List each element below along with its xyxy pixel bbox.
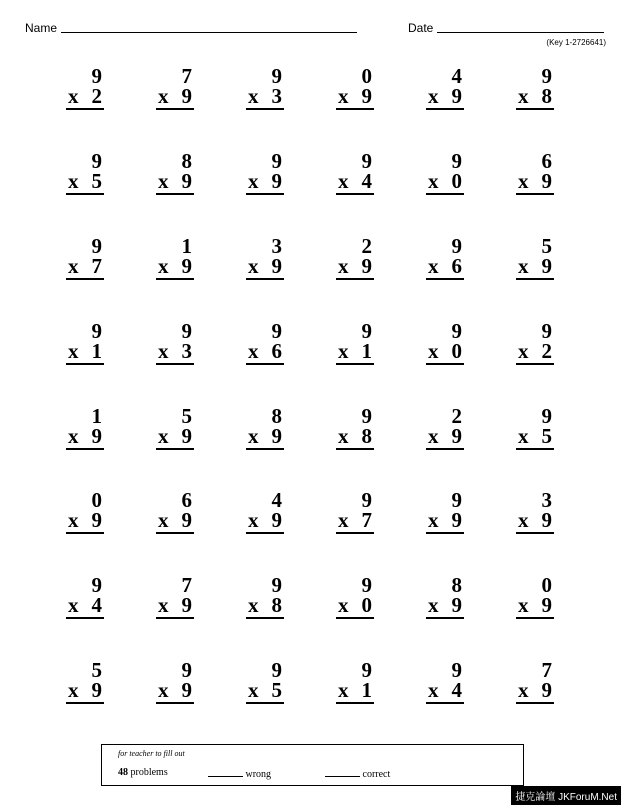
multiplier: 5 <box>91 169 102 193</box>
times-sign: x <box>518 254 529 278</box>
multiplier: 8 <box>541 84 552 108</box>
multiplicand: 8 <box>451 573 462 597</box>
problem <box>66 660 104 710</box>
multiplier: 9 <box>271 169 282 193</box>
times-sign: x <box>68 339 79 363</box>
multiplier-line <box>156 341 194 365</box>
correct-field <box>325 767 390 780</box>
times-sign: x <box>518 424 529 448</box>
correct-label: correct <box>362 769 391 780</box>
problem <box>66 575 104 625</box>
multiplier-line <box>516 680 554 704</box>
times-sign: x <box>68 678 79 702</box>
problem <box>426 406 464 456</box>
problem <box>156 66 194 116</box>
multiplier: 9 <box>361 84 372 108</box>
times-sign: x <box>518 169 529 193</box>
multiplicand: 1 <box>181 234 192 258</box>
multiplicand: 1 <box>91 404 102 428</box>
multiplier: 9 <box>271 254 282 278</box>
times-sign: x <box>428 84 439 108</box>
multiplier: 9 <box>541 508 552 532</box>
problem <box>156 406 194 456</box>
multiplier: 9 <box>451 593 462 617</box>
multiplicand: 6 <box>181 488 192 512</box>
multiplier: 9 <box>271 508 282 532</box>
problem <box>336 321 374 371</box>
multiplier-line <box>246 595 284 619</box>
multiplier: 4 <box>91 593 102 617</box>
times-sign: x <box>338 84 349 108</box>
multiplier: 0 <box>451 339 462 363</box>
multiplicand: 8 <box>181 149 192 173</box>
multiplier: 7 <box>361 508 372 532</box>
multiplier-line <box>426 341 464 365</box>
multiplier: 9 <box>181 508 192 532</box>
multiplier-line <box>156 510 194 534</box>
multiplicand: 9 <box>451 488 462 512</box>
times-sign: x <box>338 678 349 702</box>
multiplicand: 6 <box>541 149 552 173</box>
problem <box>66 236 104 286</box>
multiplier-line <box>516 256 554 280</box>
multiplicand: 9 <box>361 404 372 428</box>
multiplier-line <box>426 171 464 195</box>
multiplicand: 7 <box>541 658 552 682</box>
multiplier-line <box>336 680 374 704</box>
multiplier: 9 <box>181 678 192 702</box>
multiplicand: 9 <box>91 319 102 343</box>
problem <box>246 575 284 625</box>
times-sign: x <box>428 593 439 617</box>
multiplier: 9 <box>181 84 192 108</box>
times-sign: x <box>248 678 259 702</box>
multiplier-line <box>516 341 554 365</box>
times-sign: x <box>518 84 529 108</box>
multiplier-line <box>156 256 194 280</box>
multiplier-line <box>66 510 104 534</box>
times-sign: x <box>338 593 349 617</box>
multiplicand: 5 <box>541 234 552 258</box>
multiplier: 9 <box>181 424 192 448</box>
multiplier-line <box>246 426 284 450</box>
multiplier-line <box>426 86 464 110</box>
multiplicand: 9 <box>91 64 102 88</box>
multiplicand: 9 <box>451 319 462 343</box>
multiplier-line <box>66 341 104 365</box>
problem <box>246 236 284 286</box>
correct-blank[interactable] <box>325 767 360 777</box>
problems-label: problems <box>130 767 168 778</box>
multiplicand: 2 <box>361 234 372 258</box>
problem <box>336 66 374 116</box>
problem <box>156 151 194 201</box>
watermark: 捷克論壇 JKForuM.Net <box>511 786 621 805</box>
multiplier-line <box>336 86 374 110</box>
multiplier: 9 <box>91 678 102 702</box>
multiplier: 6 <box>451 254 462 278</box>
multiplier: 2 <box>91 84 102 108</box>
multiplicand: 9 <box>91 573 102 597</box>
times-sign: x <box>518 339 529 363</box>
multiplicand: 7 <box>181 64 192 88</box>
problem <box>516 575 554 625</box>
name-line[interactable] <box>61 32 357 33</box>
problem <box>426 66 464 116</box>
multiplier: 3 <box>271 84 282 108</box>
multiplicand: 4 <box>271 488 282 512</box>
multiplier: 9 <box>541 678 552 702</box>
times-sign: x <box>158 169 169 193</box>
multiplier: 5 <box>541 424 552 448</box>
multiplier: 4 <box>361 169 372 193</box>
problem <box>156 321 194 371</box>
times-sign: x <box>68 424 79 448</box>
multiplier-line <box>336 426 374 450</box>
multiplier: 8 <box>361 424 372 448</box>
wrong-blank[interactable] <box>208 767 243 777</box>
times-sign: x <box>338 254 349 278</box>
times-sign: x <box>158 508 169 532</box>
multiplier-line <box>246 171 284 195</box>
multiplier-line <box>336 256 374 280</box>
problem <box>516 660 554 710</box>
multiplicand: 5 <box>91 658 102 682</box>
times-sign: x <box>338 339 349 363</box>
multiplicand: 9 <box>361 149 372 173</box>
multiplier-line <box>336 171 374 195</box>
multiplier-line <box>426 426 464 450</box>
wrong-field <box>208 767 271 780</box>
problem <box>66 490 104 540</box>
problem <box>246 151 284 201</box>
problem <box>336 236 374 286</box>
multiplier: 1 <box>361 339 372 363</box>
problem <box>66 321 104 371</box>
times-sign: x <box>428 424 439 448</box>
problem <box>66 151 104 201</box>
problem <box>336 490 374 540</box>
multiplier-line <box>246 86 284 110</box>
times-sign: x <box>158 84 169 108</box>
times-sign: x <box>428 169 439 193</box>
multiplier: 9 <box>451 84 462 108</box>
multiplier: 9 <box>541 593 552 617</box>
teacher-score-box <box>101 744 524 786</box>
multiplicand: 9 <box>451 658 462 682</box>
problem <box>516 321 554 371</box>
problem <box>246 406 284 456</box>
times-sign: x <box>338 424 349 448</box>
times-sign: x <box>338 169 349 193</box>
multiplier: 9 <box>271 424 282 448</box>
multiplier-line <box>516 86 554 110</box>
multiplier-line <box>426 680 464 704</box>
multiplicand: 2 <box>451 404 462 428</box>
multiplicand: 9 <box>271 64 282 88</box>
multiplicand: 9 <box>541 64 552 88</box>
problem <box>516 236 554 286</box>
times-sign: x <box>428 254 439 278</box>
problem <box>426 236 464 286</box>
multiplicand: 9 <box>91 149 102 173</box>
multiplicand: 9 <box>361 658 372 682</box>
multiplier-line <box>336 510 374 534</box>
problem <box>246 660 284 710</box>
multiplier: 9 <box>181 254 192 278</box>
multiplier: 9 <box>181 593 192 617</box>
times-sign: x <box>338 508 349 532</box>
multiplier-line <box>246 341 284 365</box>
problem <box>336 406 374 456</box>
problem <box>156 490 194 540</box>
problem-count-group <box>118 767 168 778</box>
multiplier-line <box>156 680 194 704</box>
times-sign: x <box>158 424 169 448</box>
times-sign: x <box>428 508 439 532</box>
times-sign: x <box>158 339 169 363</box>
multiplier: 8 <box>271 593 282 617</box>
multiplier: 6 <box>271 339 282 363</box>
times-sign: x <box>428 339 439 363</box>
problem <box>426 490 464 540</box>
multiplier: 7 <box>91 254 102 278</box>
multiplicand: 4 <box>451 64 462 88</box>
multiplier-line <box>156 171 194 195</box>
multiplicand: 9 <box>541 319 552 343</box>
problem <box>426 321 464 371</box>
problem <box>426 660 464 710</box>
times-sign: x <box>68 593 79 617</box>
times-sign: x <box>248 169 259 193</box>
problem <box>66 66 104 116</box>
times-sign: x <box>248 508 259 532</box>
multiplier: 9 <box>451 508 462 532</box>
multiplier: 5 <box>271 678 282 702</box>
multiplicand: 9 <box>361 319 372 343</box>
times-sign: x <box>68 254 79 278</box>
multiplier: 1 <box>361 678 372 702</box>
multiplicand: 9 <box>361 488 372 512</box>
multiplier-line <box>66 595 104 619</box>
problem <box>66 406 104 456</box>
multiplicand: 5 <box>181 404 192 428</box>
times-sign: x <box>428 678 439 702</box>
problem <box>336 575 374 625</box>
problem <box>156 236 194 286</box>
multiplicand: 9 <box>451 149 462 173</box>
multiplier-line <box>156 86 194 110</box>
multiplicand: 3 <box>271 234 282 258</box>
multiplicand: 0 <box>91 488 102 512</box>
multiplier-line <box>66 680 104 704</box>
multiplier-line <box>156 426 194 450</box>
problem <box>246 321 284 371</box>
multiplier: 0 <box>451 169 462 193</box>
date-label: Date <box>408 21 434 35</box>
multiplicand: 0 <box>361 64 372 88</box>
multiplier-line <box>516 595 554 619</box>
times-sign: x <box>68 169 79 193</box>
problem-count: 48 <box>118 767 128 778</box>
times-sign: x <box>248 593 259 617</box>
multiplicand: 9 <box>271 149 282 173</box>
problem <box>156 660 194 710</box>
multiplier: 3 <box>181 339 192 363</box>
multiplicand: 9 <box>451 234 462 258</box>
times-sign: x <box>248 339 259 363</box>
multiplicand: 0 <box>541 573 552 597</box>
times-sign: x <box>158 254 169 278</box>
times-sign: x <box>158 678 169 702</box>
problem <box>426 151 464 201</box>
multiplicand: 9 <box>271 319 282 343</box>
multiplier-line <box>426 510 464 534</box>
problem <box>516 66 554 116</box>
multiplicand: 7 <box>181 573 192 597</box>
multiplier-line <box>336 595 374 619</box>
problem <box>516 406 554 456</box>
times-sign: x <box>68 84 79 108</box>
multiplier: 9 <box>451 424 462 448</box>
multiplicand: 3 <box>541 488 552 512</box>
multiplier-line <box>66 426 104 450</box>
multiplier: 4 <box>451 678 462 702</box>
multiplier-line <box>246 680 284 704</box>
multiplier-line <box>246 510 284 534</box>
multiplicand: 9 <box>91 234 102 258</box>
multiplicand: 9 <box>271 658 282 682</box>
multiplicand: 8 <box>271 404 282 428</box>
problem <box>246 490 284 540</box>
multiplicand: 9 <box>361 573 372 597</box>
multiplier-line <box>66 86 104 110</box>
multiplier: 9 <box>91 424 102 448</box>
multiplicand: 9 <box>181 658 192 682</box>
multiplier-line <box>156 595 194 619</box>
multiplier: 9 <box>541 169 552 193</box>
multiplier-line <box>516 171 554 195</box>
multiplier-line <box>66 171 104 195</box>
problem <box>426 575 464 625</box>
multiplier: 9 <box>181 169 192 193</box>
answer-key-id: (Key 1-2726641) <box>546 38 606 47</box>
times-sign: x <box>158 593 169 617</box>
multiplier: 9 <box>91 508 102 532</box>
problem <box>336 151 374 201</box>
wrong-label: wrong <box>245 769 272 780</box>
multiplier-line <box>516 510 554 534</box>
multiplier: 1 <box>91 339 102 363</box>
problem <box>516 151 554 201</box>
multiplier-line <box>516 426 554 450</box>
problem <box>156 575 194 625</box>
multiplier: 9 <box>541 254 552 278</box>
problem <box>336 660 374 710</box>
multiplier-line <box>66 256 104 280</box>
multiplier: 0 <box>361 593 372 617</box>
name-label: Name <box>25 21 58 35</box>
multiplier-line <box>336 341 374 365</box>
times-sign: x <box>248 424 259 448</box>
multiplier: 9 <box>361 254 372 278</box>
times-sign: x <box>248 84 259 108</box>
multiplicand: 9 <box>541 404 552 428</box>
times-sign: x <box>518 508 529 532</box>
date-line[interactable] <box>437 32 604 33</box>
problem <box>246 66 284 116</box>
times-sign: x <box>68 508 79 532</box>
problem <box>516 490 554 540</box>
multiplier-line <box>426 595 464 619</box>
times-sign: x <box>518 593 529 617</box>
multiplicand: 9 <box>181 319 192 343</box>
multiplier: 2 <box>541 339 552 363</box>
multiplicand: 9 <box>271 573 282 597</box>
times-sign: x <box>518 678 529 702</box>
times-sign: x <box>248 254 259 278</box>
multiplier-line <box>426 256 464 280</box>
multiplier-line <box>246 256 284 280</box>
teacher-caption: for teacher to fill out <box>118 749 185 758</box>
